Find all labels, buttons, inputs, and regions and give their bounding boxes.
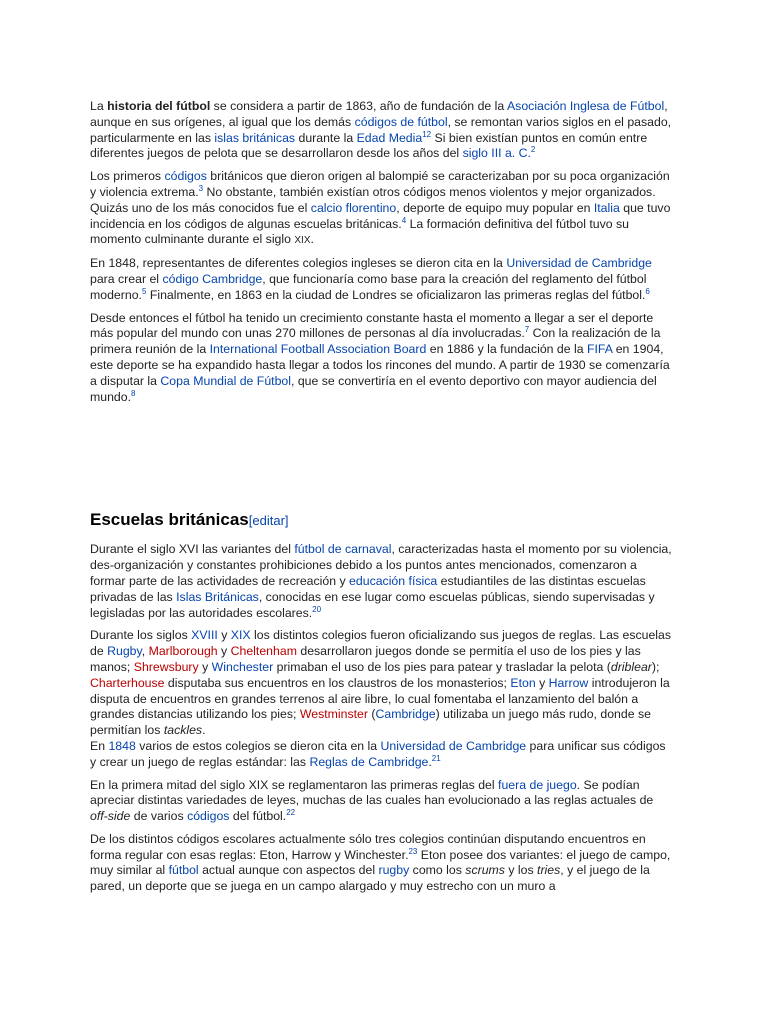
link-siglo-iii[interactable]: siglo III a. C.	[462, 146, 531, 161]
text: La formación definitiva del fútbol tuvo su momento culminante durante el siglo	[90, 216, 630, 247]
text: Finalmente, en 1863 en la ciudad de Londres se oficializaron las primeras reglas del fútbol.	[146, 287, 646, 302]
roman-numeral: XIX	[294, 235, 311, 247]
text: como los	[409, 863, 466, 878]
link-islas-britanicas[interactable]: islas británicas	[214, 130, 296, 145]
text: , conocidas en ese lugar como escuelas públicas, siendo supervisadas y legisladas por las autoridades escolares.	[90, 589, 655, 620]
footnote-ref[interactable]: 8	[131, 388, 136, 398]
link-siglo-xviii[interactable]: XVIII	[191, 628, 218, 643]
text: No obstante, también existían otros códigos menos violentos y mejor organizados. Quizás uno de los más conocidos fue el	[90, 184, 656, 215]
link-italia[interactable]: Italia	[593, 200, 620, 215]
link-charterhouse[interactable]: Charterhouse	[90, 675, 165, 690]
text: . Se podían apreciar distintas variedades de leyes, muchas de las cuales han evolucionado a las reglas actuales de	[90, 777, 654, 808]
text: se considera a partir de 1863, año de fundación de la	[210, 99, 507, 113]
text: Durante el siglo XVI las variantes del	[90, 542, 295, 557]
spacer	[90, 412, 672, 509]
text: En la primera mitad del siglo XIX se reglamentaron las primeras reglas del	[90, 777, 499, 792]
text: introdujeron la disputa de encuentros en grandes terrenos al aire libre, lo cual fomentaba el lanzamiento del balón a grandes distancias utilizando los pies;	[90, 675, 670, 722]
link-futbol-de-carnaval[interactable]: fútbol de carnaval	[294, 542, 392, 557]
text: (	[367, 707, 376, 722]
bold-term: historia del fútbol	[107, 99, 211, 113]
text: , y el juego de la pared, un deporte que se juega en un campo alargado y muy estrecho con un muro a	[90, 863, 650, 894]
italic-term: off-side	[90, 809, 131, 824]
section-paragraph-4	[90, 832, 672, 895]
text: .	[202, 723, 206, 738]
text: Eton posee dos variantes: el juego de campo, muy similar al	[90, 847, 671, 878]
text: ,	[141, 644, 149, 659]
section-heading	[90, 509, 672, 532]
link-siglo-xix[interactable]: XIX	[230, 628, 251, 643]
intro-paragraph-2	[90, 169, 672, 249]
text: En 1848, representantes de diferentes colegios ingleses se dieron cita en la	[90, 256, 507, 271]
footnote-ref[interactable]: 2	[530, 145, 536, 155]
link-copa-mundial[interactable]: Copa Mundial de Fútbol	[160, 373, 291, 388]
link-eton[interactable]: Eton	[510, 675, 536, 690]
link-1848[interactable]: 1848	[108, 738, 136, 753]
text: , que se convertiría en el evento deportivo con mayor audiencia del mundo.	[90, 373, 657, 404]
text: estudiantiles de las distintas escuelas privadas de las	[90, 573, 646, 604]
footnote-ref[interactable]: 5	[141, 286, 147, 296]
link-codigos-de-futbol[interactable]: códigos de fútbol	[354, 114, 448, 129]
section-title: Escuelas británicas	[90, 510, 249, 530]
link-marlborough[interactable]: Marlborough	[148, 644, 218, 659]
link-harrow[interactable]: Harrow	[548, 675, 589, 690]
text: .	[310, 232, 314, 247]
link-calcio-florentino[interactable]: calcio florentino	[310, 200, 397, 215]
text: británicos que dieron origen al balompié se caracterizaban por su poca organización y violencia extrema.	[90, 169, 670, 199]
link-futbol[interactable]: fútbol	[168, 863, 199, 878]
text: del fútbol.	[229, 809, 287, 824]
link-universidad-de-cambridge[interactable]: Universidad de Cambridge	[380, 738, 527, 753]
link-edad-media[interactable]: Edad Media	[356, 130, 423, 145]
edit-link-wrapper	[249, 513, 289, 528]
text: De los distintos códigos escolares actualmente sólo tres colegios continúan disputando encuentros en forma regular con esas reglas: Eton, Harrow y Winchester.	[90, 831, 646, 862]
text: para crear el	[90, 271, 163, 286]
text: varios de estos colegios se dieron cita en la	[135, 738, 381, 753]
text: desarrollaron juegos donde se permitía el uso de los pies y las manos;	[90, 644, 641, 674]
text: );	[651, 659, 660, 674]
text: Desde entonces el fútbol ha tenido un crecimiento constante hasta el momento a llegar a ser el deporte más popular del mundo con unas 270 millones de personas al día involucradas.	[90, 310, 654, 341]
italic-term: scrums	[465, 863, 505, 878]
text: , aunque en sus orígenes, al igual que los demás	[90, 99, 668, 129]
link-fifa[interactable]: FIFA	[587, 342, 613, 357]
link-shrewsbury[interactable]: Shrewsbury	[133, 659, 199, 674]
text: Los primeros	[90, 169, 165, 184]
italic-term: tries	[537, 863, 561, 878]
italic-term: driblear	[610, 659, 652, 674]
footnote-ref[interactable]: 20	[312, 604, 322, 614]
article-content	[90, 99, 672, 902]
section-paragraph-3	[90, 778, 672, 825]
text: y	[217, 644, 231, 659]
text: Con la realización de la primera reunión de la	[90, 326, 661, 357]
intro-paragraph-1	[90, 99, 672, 162]
link-codigos[interactable]: códigos	[164, 169, 207, 184]
bracket: ]	[284, 513, 289, 529]
text: Si bien existían puntos en común entre diferentes juegos de pelota que se desarrollaron desde los años del	[90, 130, 648, 161]
text: los distintos colegios fueron oficializando sus juegos de reglas. Las escuelas de	[90, 628, 672, 659]
text: que tuvo incidencia en los códigos de algunas escuelas británicas.	[90, 200, 671, 231]
footnote-ref[interactable]: 3	[198, 183, 204, 193]
text: , se remontan varios siglos en el pasado, particularmente en las	[90, 114, 672, 145]
text: y	[217, 628, 231, 643]
text: , caracterizadas hasta el momento por su violencia, des-organización y constantes prohibiciones debido a los puntos antes mencionados, comenzaron a formar parte de las actividades de recreación y	[90, 542, 672, 588]
footnote-ref[interactable]: 4	[401, 215, 407, 225]
text: La	[90, 99, 108, 113]
link-codigo-cambridge[interactable]: código Cambridge	[162, 271, 263, 286]
section-paragraph-2	[90, 628, 672, 770]
footnote-ref[interactable]: 22	[286, 808, 296, 817]
link-cheltenham[interactable]: Cheltenham	[230, 644, 297, 659]
link-rugby[interactable]: rugby	[378, 863, 410, 878]
link-cambridge[interactable]: Cambridge	[375, 707, 436, 722]
link-codigos[interactable]: códigos	[187, 809, 230, 824]
link-westminster[interactable]: Westminster	[299, 707, 368, 722]
text: .	[428, 754, 432, 769]
link-ifab[interactable]: International Football Association Board	[209, 342, 427, 357]
link-asociacion-inglesa[interactable]: Asociación Inglesa de Fútbol	[506, 99, 665, 113]
text: primaban el uso de los pies para patear y trasladar la pelota (	[273, 659, 611, 674]
link-reglas-de-cambridge[interactable]: Reglas de Cambridge	[309, 754, 429, 769]
text: y	[535, 675, 549, 690]
link-educacion-fisica[interactable]: educación física	[349, 573, 438, 588]
footnote-ref[interactable]: 21	[431, 753, 441, 763]
text: y los	[504, 863, 538, 878]
link-rugby[interactable]: Rugby	[107, 644, 142, 659]
text: , que funcionaría como base para la creación del reglamento del fútbol moderno.	[90, 271, 647, 302]
text: en 1904, este deporte se ha expandido hasta llegar a todos los rincones del mundo. A partir de 1930 se comenzaría a disputar la	[90, 342, 670, 388]
text: disputaba sus encuentros en los claustros de los monasterios;	[164, 675, 511, 690]
footnote-ref[interactable]: 7	[524, 325, 530, 335]
text: , deporte de equipo muy popular en	[396, 200, 594, 215]
text: de varios	[130, 809, 188, 824]
text: para unificar sus códigos y crear un juego de reglas estándar: las	[90, 738, 666, 769]
italic-term: tackles	[163, 723, 203, 738]
section-paragraph-1	[90, 542, 672, 621]
footnote-ref[interactable]: 23	[408, 846, 418, 856]
edit-link[interactable]: editar	[252, 513, 285, 529]
text: y	[198, 659, 212, 674]
link-islas-britanicas[interactable]: Islas Británicas	[176, 589, 259, 604]
text: En	[90, 738, 109, 753]
intro-paragraph-4	[90, 311, 672, 406]
text: actual aunque con aspectos del	[198, 863, 379, 878]
link-winchester[interactable]: Winchester	[211, 659, 274, 674]
text: en 1886 y la fundación de la	[426, 342, 587, 357]
link-universidad-de-cambridge[interactable]: Universidad de Cambridge	[506, 256, 652, 271]
footnote-ref[interactable]: 6	[645, 286, 650, 296]
text: ) utilizaba un juego más rudo, donde se permitían los	[90, 707, 651, 738]
text: durante la	[295, 130, 357, 145]
link-fuera-de-juego[interactable]: fuera de juego	[498, 777, 577, 792]
intro-paragraph-3	[90, 256, 672, 303]
footnote-ref[interactable]: 12	[422, 129, 432, 139]
bracket: [	[248, 513, 253, 529]
text: Durante los siglos	[90, 628, 192, 643]
